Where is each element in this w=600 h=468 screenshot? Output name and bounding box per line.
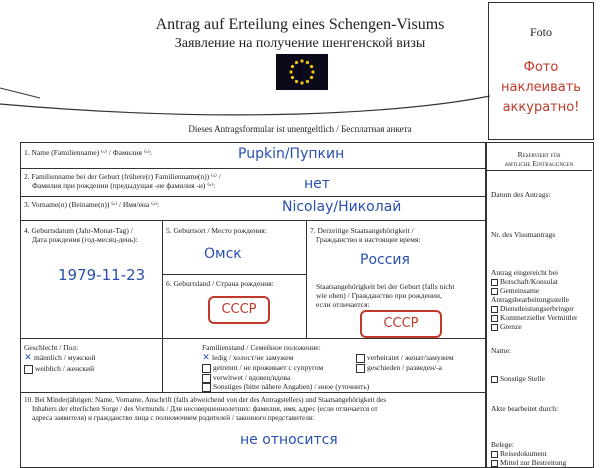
checkbox-icon[interactable]: [491, 279, 498, 286]
sidebar-opt2-label: Gemeinsame: [500, 286, 540, 295]
field-10-label-b: Inhabers der elterlichen Sorge / des Vormunds / Для несовершеннолетних: фамилия, имя, адрес (если отличается от: [32, 405, 378, 413]
field-6-label: 6. Geburtsland / Страна рождения:: [166, 279, 274, 288]
eu-star-icon: [311, 70, 314, 73]
marital-widowed-label: verwitwet / вдовец/вдова: [213, 373, 291, 382]
checkbox-icon[interactable]: [491, 376, 498, 383]
sidebar-opt4[interactable]: [491, 313, 578, 322]
checkbox-icon[interactable]: [491, 451, 498, 458]
sidebar-opt3-label: Dienstleistungserbringer: [500, 304, 574, 313]
photo-note-line1: Фото: [523, 60, 559, 75]
field-7-birth-value[interactable]: СССР: [360, 310, 442, 338]
field-7-value[interactable]: Россия: [360, 252, 410, 268]
field-4-label-a: 4. Geburtsdatum (Jahr-Monat-Tag) /: [24, 226, 133, 235]
marital-other-label: Sonstiges (bitte nähere Angaben) / иное (уточнить): [213, 382, 370, 391]
checkbox-icon[interactable]: [491, 306, 498, 313]
marital-married-label: verheiratet / женат/замужем: [367, 353, 454, 362]
sidebar-opt2b: Antragsbearbeitungsstelle: [491, 295, 569, 304]
sidebar-nr: Nr. des Visumantrags: [491, 230, 556, 239]
field-1-value[interactable]: Pupkin/Пупкин: [238, 146, 345, 162]
checkbox-icon[interactable]: [491, 288, 498, 295]
sex-male-option[interactable]: [24, 353, 96, 362]
eu-star-icon: [310, 65, 313, 68]
field-2-value[interactable]: нет: [304, 176, 330, 192]
checked-x-icon[interactable]: ✕: [202, 353, 210, 364]
eu-star-icon: [291, 65, 294, 68]
checkbox-icon[interactable]: [356, 354, 365, 363]
sidebar-doc1[interactable]: [491, 449, 547, 458]
sidebar-doc1-label: Reisedokument: [500, 449, 547, 458]
checkbox-icon[interactable]: [491, 315, 498, 322]
title-german: Antrag auf Erteilung eines Schengen-Visums: [155, 16, 445, 33]
field-7-birth-label-c: если отличается:: [316, 300, 370, 309]
sidebar-submitted: Antrag eingereicht bei: [491, 268, 559, 277]
field-10-label-a: 10. Bei Minderjährigen: Name, Vorname, Anschrift (falls abweichend von der des Antragstellers) und Staatsangehörigkeit des: [24, 396, 387, 404]
sidebar-opt1[interactable]: [491, 277, 558, 286]
field-2-label-b: Фамилия при рождении (предыдущая -ие фамилия -и) ⁽ˣ⁾:: [32, 181, 216, 190]
eu-star-icon: [295, 61, 298, 64]
field-10-label-c: адреса заявителя) и гражданство лица с полномочием родителей / законного представителя:: [32, 414, 315, 422]
title-russian: Заявление на получение шенгенской визы: [174, 36, 426, 51]
sex-male-label: männlich / мужской: [34, 353, 96, 362]
eu-star-icon: [306, 61, 309, 64]
sidebar-title-a: Reserviert für: [517, 150, 561, 159]
photo-label: Foto: [529, 25, 552, 39]
field-5-value[interactable]: Омск: [204, 246, 242, 262]
field-9-label: Familienstand / Семейное положение:: [202, 343, 321, 352]
sidebar-opt4-label: Kommerzieller Vermittler: [500, 313, 578, 322]
sex-female-option[interactable]: [24, 364, 94, 374]
photo-note: [493, 58, 589, 118]
field-7-label-b: Гражданство в настоящее время:: [316, 235, 421, 244]
marital-married-option[interactable]: [356, 353, 454, 363]
sex-female-label: weiblich / женский: [35, 364, 95, 373]
checkbox-icon[interactable]: [202, 383, 211, 392]
sidebar-doc2[interactable]: [491, 458, 566, 467]
field-5-label: 5. Geburtsort / Место рождения:: [166, 226, 267, 235]
sidebar-opt5[interactable]: [491, 322, 522, 331]
marital-other-option[interactable]: [202, 382, 369, 392]
field-7-label-a: 7. Derzeitige Staatsangehörigkeit /: [310, 226, 414, 235]
marital-divorced-label: geschieden / разведен/-а: [367, 363, 442, 372]
checkbox-icon[interactable]: [24, 365, 33, 374]
sidebar-doc2-label: Mittel zur Bestreitung: [500, 458, 567, 467]
checkbox-icon[interactable]: [202, 364, 211, 373]
free-notice: Dieses Antragsformular ist unentgeltlich / Бесплатная анкета: [188, 124, 412, 134]
eu-star-icon: [289, 70, 292, 73]
sidebar-other[interactable]: [491, 374, 545, 383]
field-8-label: Geschlecht / Пол:: [24, 343, 79, 352]
sidebar-opt2[interactable]: [491, 286, 539, 295]
checkbox-icon[interactable]: [491, 324, 498, 331]
sidebar-other-label: Sonstige Stelle: [500, 374, 545, 383]
photo-note-line2: наклеивать: [501, 80, 581, 95]
photo-note-line3: аккуратно!: [502, 100, 580, 115]
field-7-birth-label-b: wie oben) / Гражданство при рождении,: [316, 291, 442, 300]
photo-box: [488, 2, 594, 140]
sidebar-opt5-label: Grenze: [500, 322, 522, 331]
checkbox-icon[interactable]: [356, 364, 365, 373]
marital-separated-label: getrennt / не проживает с супругом: [213, 363, 324, 372]
sidebar-title-b: amtliche Eintragungen: [504, 159, 574, 168]
field-1-label: 1. Name (Familienname) ⁽ˣ⁾ / Фамилия ⁽ˣ⁾:: [24, 148, 152, 157]
field-4-value[interactable]: 1979-11-23: [58, 266, 146, 284]
sidebar-docs: Belege:: [491, 440, 514, 449]
header-curve: [0, 78, 490, 128]
field-10-value[interactable]: не относится: [240, 432, 338, 448]
sidebar-date: Datum des Antrags:: [491, 190, 551, 199]
marital-single-option[interactable]: [202, 353, 293, 362]
marital-divorced-option[interactable]: [356, 363, 442, 373]
checked-x-icon[interactable]: ✕: [24, 353, 32, 364]
field-7-birth-label-a: Staatsangehörigkeit bei der Geburt (falls nicht: [316, 282, 455, 291]
marital-separated-option[interactable]: [202, 363, 323, 373]
sidebar-opt1-label: Botschaft/Konsulat: [500, 277, 558, 286]
field-3-label: 3. Vorname(n) (Beiname(n)) ⁽ˣ⁾ / Имя/ена ⁽ˣ⁾:: [24, 200, 160, 209]
checkbox-icon[interactable]: [491, 460, 498, 467]
marital-single-label: ledig / холост/не замужем: [212, 353, 294, 362]
field-6-value[interactable]: СССР: [208, 296, 270, 324]
field-3-value[interactable]: Nicolay/Николай: [282, 199, 402, 215]
sidebar-handled: Akte bearbeitet durch:: [491, 404, 559, 413]
field-4-label-b: Дата рождения (год-месяц-день):: [32, 235, 138, 244]
sidebar-name: Name:: [491, 346, 511, 355]
field-2-label-a: 2. Familienname bei der Geburt (frühere(r) Familienname(n)) ⁽ˣ⁾ /: [24, 172, 221, 181]
sidebar-opt3[interactable]: [491, 304, 574, 313]
eu-star-icon: [300, 59, 303, 62]
